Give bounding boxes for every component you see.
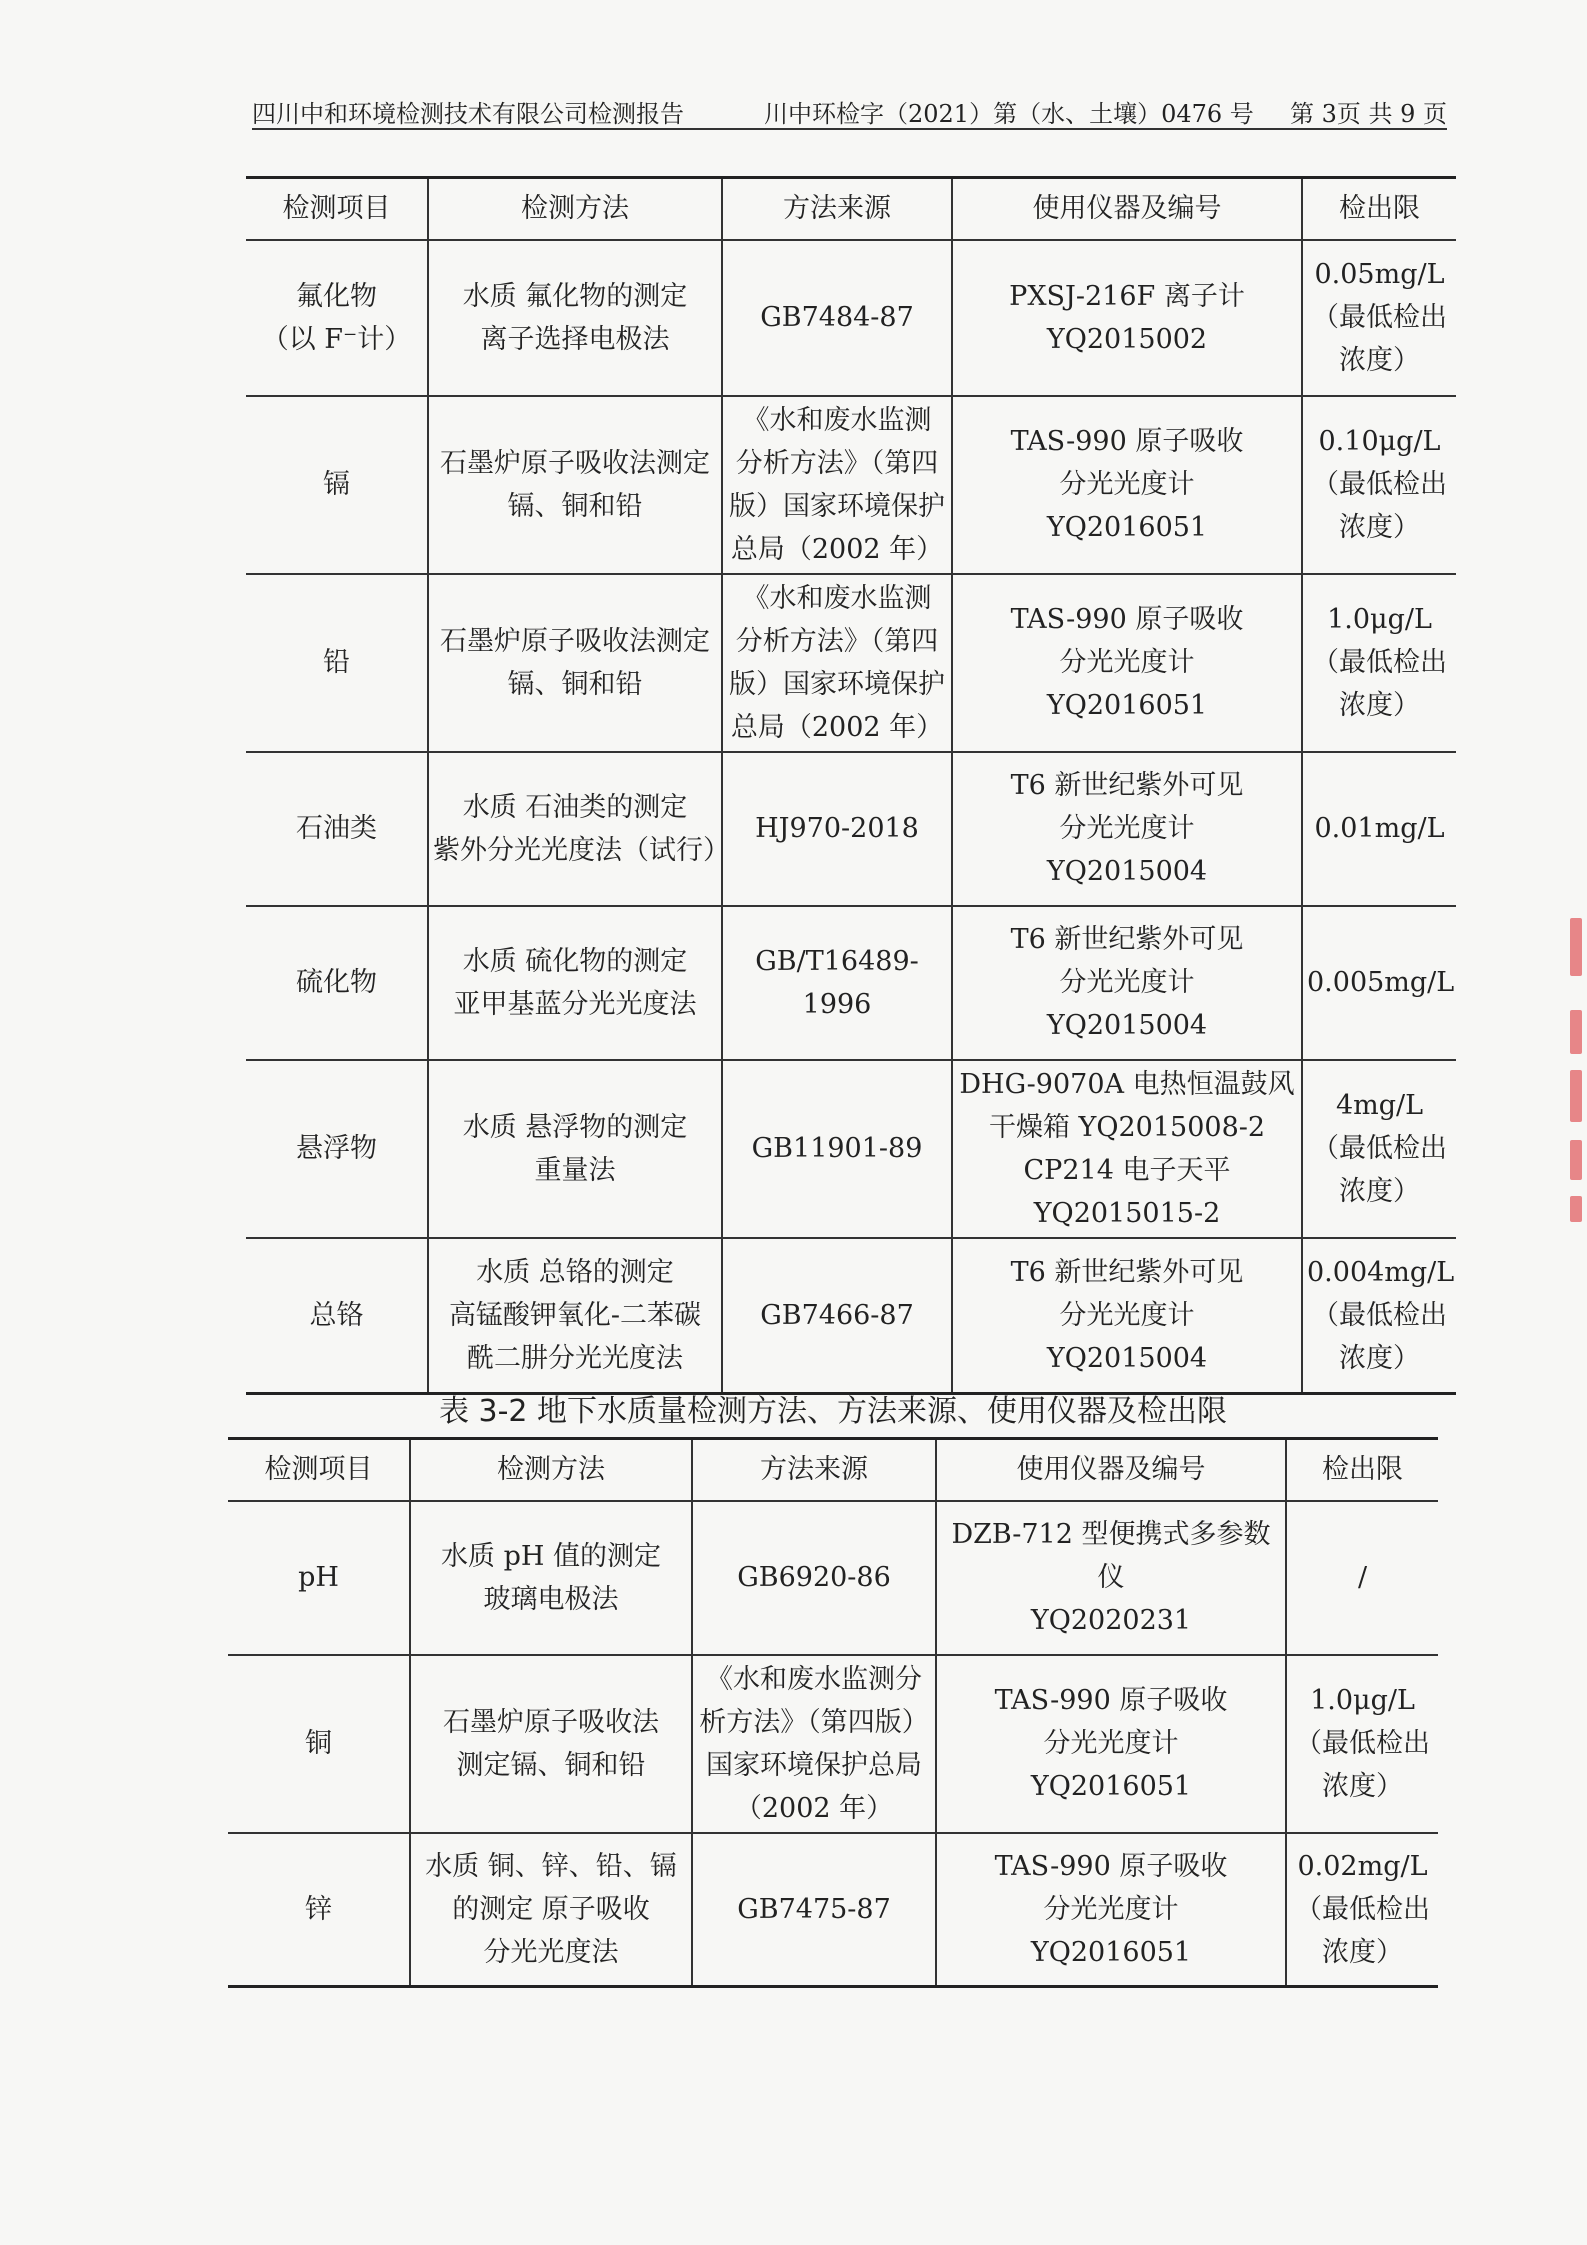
item-name: 石油类 (246, 752, 428, 906)
seal-stamp-mark (1570, 918, 1582, 976)
instrument: T6 新世纪紫外可见 分光光度计 YQ2015004 (952, 752, 1302, 906)
method: 水质 硫化物的测定 亚甲基蓝分光光度法 (428, 906, 722, 1060)
seal-stamp-mark (1570, 1140, 1582, 1180)
table-row (246, 1238, 1456, 1394)
method: 水质 总铬的测定 高锰酸钾氧化-二苯碳 酰二肼分光光度法 (428, 1238, 722, 1394)
table-caption: 表 3-2 地下水质量检测方法、方法来源、使用仪器及检出限 (438, 1394, 1228, 1429)
item-name: 镉 (246, 396, 428, 574)
column-header: 方法来源 (692, 1439, 936, 1501)
item-name: pH (228, 1501, 410, 1655)
table-row (246, 574, 1456, 752)
instrument: T6 新世纪紫外可见 分光光度计 YQ2015004 (952, 906, 1302, 1060)
page-number: 第 3页 共 9 页 (1289, 100, 1447, 128)
table-row (246, 1060, 1456, 1238)
method: 水质 悬浮物的测定 重量法 (428, 1060, 722, 1238)
detection-limit: 1.0μg/L （最低检出 浓度） (1302, 574, 1456, 752)
method-source: 《水和废水监测分 析方法》（第四版） 国家环境保护总局 （2002 年） (692, 1655, 936, 1833)
item-name: 氟化物 （以 F⁻计） (246, 240, 428, 396)
detection-limit: 0.10μg/L （最低检出 浓度） (1302, 396, 1456, 574)
method: 水质 铜、锌、铅、镉 的测定 原子吸收 分光光度法 (410, 1833, 692, 1987)
instrument: TAS-990 原子吸收 分光光度计 YQ2016051 (936, 1833, 1286, 1987)
column-header: 检测方法 (428, 178, 722, 240)
instrument: DZB-712 型便携式多参数仪 YQ2020231 (936, 1501, 1286, 1655)
method-source: GB6920-86 (692, 1501, 936, 1655)
detection-limit: / (1286, 1501, 1438, 1655)
instrument: T6 新世纪紫外可见 分光光度计 YQ2015004 (952, 1238, 1302, 1394)
method-source: 《水和废水监测 分析方法》（第四 版）国家环境保护 总局（2002 年） (722, 396, 952, 574)
report-number: 川中环检字（2021）第（水、土壤）0476 号 (764, 100, 1254, 128)
column-header: 检出限 (1302, 178, 1456, 240)
table-row (228, 1833, 1438, 1987)
instrument: DHG-9070A 电热恒温鼓风 干燥箱 YQ2015008-2 CP214 电子天平 YQ2015015-2 (952, 1060, 1302, 1238)
column-header: 使用仪器及编号 (936, 1439, 1286, 1501)
detection-limit: 0.004mg/L （最低检出 浓度） (1302, 1238, 1456, 1394)
method-source: GB7466-87 (722, 1238, 952, 1394)
detection-limit: 0.005mg/L (1302, 906, 1456, 1060)
method-source: 《水和废水监测 分析方法》（第四 版）国家环境保护 总局（2002 年） (722, 574, 952, 752)
method-source: GB7484-87 (722, 240, 952, 396)
instrument: TAS-990 原子吸收 分光光度计 YQ2016051 (936, 1655, 1286, 1833)
detection-limit: 0.05mg/L （最低检出 浓度） (1302, 240, 1456, 396)
seal-stamp-mark (1570, 1070, 1582, 1122)
detection-limit: 4mg/L （最低检出 浓度） (1302, 1060, 1456, 1238)
company-name: 四川中和环境检测技术有限公司检测报告 (252, 100, 684, 128)
method: 石墨炉原子吸收法 测定镉、铜和铅 (410, 1655, 692, 1833)
detection-method-table-1 (246, 176, 1456, 1395)
report-header (252, 88, 1447, 130)
detection-method-table-2 (228, 1437, 1438, 1988)
column-header: 检出限 (1286, 1439, 1438, 1501)
method: 石墨炉原子吸收法测定 镉、铜和铅 (428, 396, 722, 574)
seal-stamp-mark (1570, 1010, 1582, 1054)
table-row (228, 1501, 1438, 1655)
instrument: TAS-990 原子吸收 分光光度计 YQ2016051 (952, 574, 1302, 752)
table-row (246, 240, 1456, 396)
method: 水质 石油类的测定 紫外分光光度法（试行） (428, 752, 722, 906)
column-header: 使用仪器及编号 (952, 178, 1302, 240)
column-header: 检测方法 (410, 1439, 692, 1501)
item-name: 铅 (246, 574, 428, 752)
seal-stamp-mark (1570, 1196, 1582, 1222)
method-source: GB11901-89 (722, 1060, 952, 1238)
method: 石墨炉原子吸收法测定 镉、铜和铅 (428, 574, 722, 752)
detection-limit: 0.01mg/L (1302, 752, 1456, 906)
method: 水质 氟化物的测定 离子选择电极法 (428, 240, 722, 396)
detection-limit: 1.0μg/L （最低检出 浓度） (1286, 1655, 1438, 1833)
table-row (228, 1655, 1438, 1833)
method-source: HJ970-2018 (722, 752, 952, 906)
item-name: 铜 (228, 1655, 410, 1833)
method: 水质 pH 值的测定 玻璃电极法 (410, 1501, 692, 1655)
item-name: 锌 (228, 1833, 410, 1987)
column-header: 方法来源 (722, 178, 952, 240)
item-name: 悬浮物 (246, 1060, 428, 1238)
method-source: GB/T16489-1996 (722, 906, 952, 1060)
table-row (246, 906, 1456, 1060)
table-row (246, 396, 1456, 574)
item-name: 硫化物 (246, 906, 428, 1060)
column-header: 检测项目 (246, 178, 428, 240)
instrument: TAS-990 原子吸收 分光光度计 YQ2016051 (952, 396, 1302, 574)
instrument: PXSJ-216F 离子计 YQ2015002 (952, 240, 1302, 396)
column-header: 检测项目 (228, 1439, 410, 1501)
method-source: GB7475-87 (692, 1833, 936, 1987)
detection-limit: 0.02mg/L （最低检出 浓度） (1286, 1833, 1438, 1987)
item-name: 总铬 (246, 1238, 428, 1394)
table-row (246, 752, 1456, 906)
